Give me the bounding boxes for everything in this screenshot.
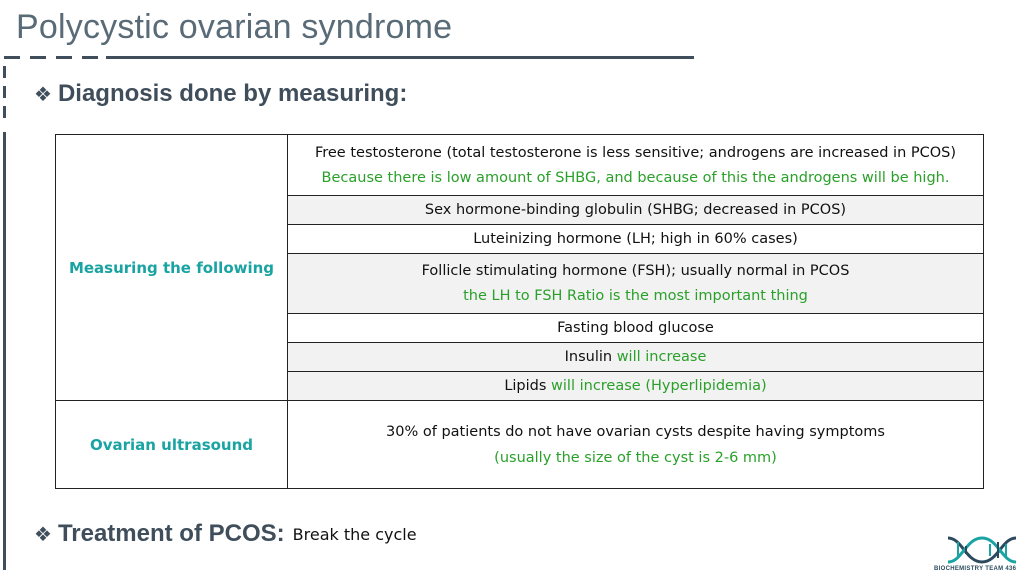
table-row: Fasting blood glucose (288, 314, 984, 343)
table-row: Free testosterone (total testosterone is less sensitive; androgens are increased in PCOS) Because there is low amount of SHBG, and because of this the androgens will be high. (288, 135, 984, 196)
title-underline (4, 56, 694, 59)
diamond-bullet-icon: ❖ (34, 83, 52, 106)
treatment-heading-text: Treatment of PCOS: (57, 520, 285, 547)
table-row: Luteinizing hormone (LH; high in 60% cases) (288, 225, 984, 254)
group-label-measuring: Measuring the following (56, 135, 288, 401)
table-row: Insulin will increase (288, 343, 984, 372)
diamond-bullet-icon: ❖ (34, 523, 52, 546)
table-row: Follicle stimulating hormone (FSH); usually normal in PCOS the LH to FSH Ratio is the most important thing (288, 254, 984, 314)
group-label-ultrasound: Ovarian ultrasound (56, 401, 288, 489)
table-row: 30% of patients do not have ovarian cysts despite having symptoms (usually the size of the cyst is 2-6 mm) (288, 401, 984, 489)
diagnosis-table (55, 134, 984, 489)
diagnosis-heading-text: Diagnosis done by measuring: (57, 80, 408, 107)
treatment-subtext: Break the cycle (292, 524, 417, 544)
table-row: Lipids will increase (Hyperlipidemia) (288, 372, 984, 401)
table-row: Sex hormone-binding globulin (SHBG; decreased in PCOS) (288, 196, 984, 225)
logo-text: BIOCHEMISTRY TEAM 436 (934, 566, 1017, 572)
diagnosis-heading (34, 80, 407, 108)
treatment-heading (34, 520, 417, 548)
page-title: Polycystic ovarian syndrome (16, 8, 453, 46)
